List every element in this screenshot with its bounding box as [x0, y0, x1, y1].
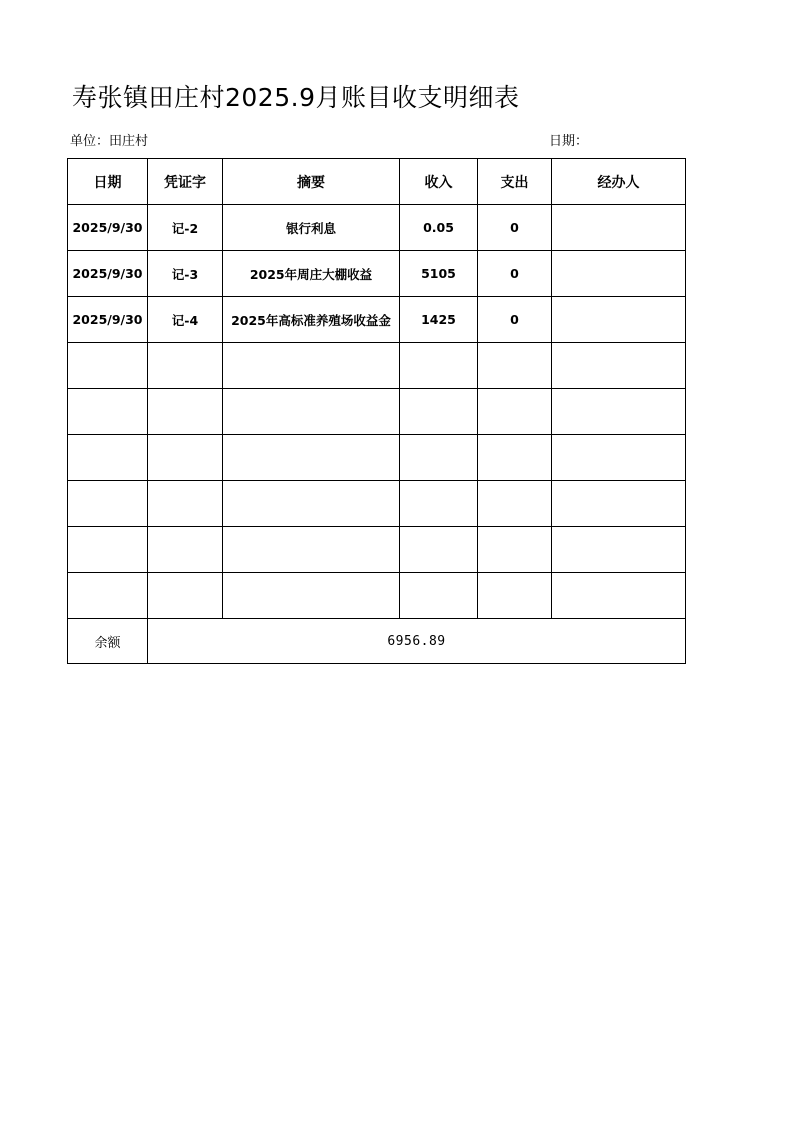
cell-expense: 0 — [478, 205, 552, 251]
unit-label: 单位：田庄村 — [70, 134, 149, 149]
cell-summary: 2025年高标准养殖场收益金 — [223, 297, 400, 343]
empty-row — [68, 573, 686, 619]
empty-row — [68, 343, 686, 389]
empty-row — [68, 435, 686, 481]
empty-row — [68, 481, 686, 527]
table-header-row — [68, 159, 686, 205]
cell-income: 0.05 — [400, 205, 478, 251]
cell-voucher: 记-2 — [148, 205, 223, 251]
cell-expense: 0 — [478, 251, 552, 297]
cell-summary: 2025年周庄大棚收益 — [223, 251, 400, 297]
cell-income: 1425 — [400, 297, 478, 343]
cell-handler — [552, 205, 686, 251]
header-voucher: 凭证字 — [148, 159, 223, 205]
cell-date: 2025/9/30 — [68, 205, 148, 251]
cell-income: 5105 — [400, 251, 478, 297]
header-handler: 经办人 — [552, 159, 686, 205]
empty-row — [68, 389, 686, 435]
cell-summary: 银行利息 — [223, 205, 400, 251]
header-date: 日期 — [68, 159, 148, 205]
page-title: 寿张镇田庄村2025.9月账目收支明细表 — [72, 83, 520, 112]
cell-voucher: 记-4 — [148, 297, 223, 343]
date-label: 日期： — [549, 134, 589, 149]
table-row — [68, 205, 686, 251]
cell-expense: 0 — [478, 297, 552, 343]
cell-handler — [552, 251, 686, 297]
empty-row — [68, 527, 686, 573]
balance-row — [68, 619, 686, 664]
cell-voucher: 记-3 — [148, 251, 223, 297]
header-expense: 支出 — [478, 159, 552, 205]
cell-date: 2025/9/30 — [68, 251, 148, 297]
balance-value: 6956.89 — [148, 619, 686, 664]
cell-date: 2025/9/30 — [68, 297, 148, 343]
table-row — [68, 297, 686, 343]
table-row — [68, 251, 686, 297]
ledger-table — [67, 158, 686, 664]
header-income: 收入 — [400, 159, 478, 205]
cell-handler — [552, 297, 686, 343]
balance-label: 余额 — [68, 619, 148, 664]
header-summary: 摘要 — [223, 159, 400, 205]
